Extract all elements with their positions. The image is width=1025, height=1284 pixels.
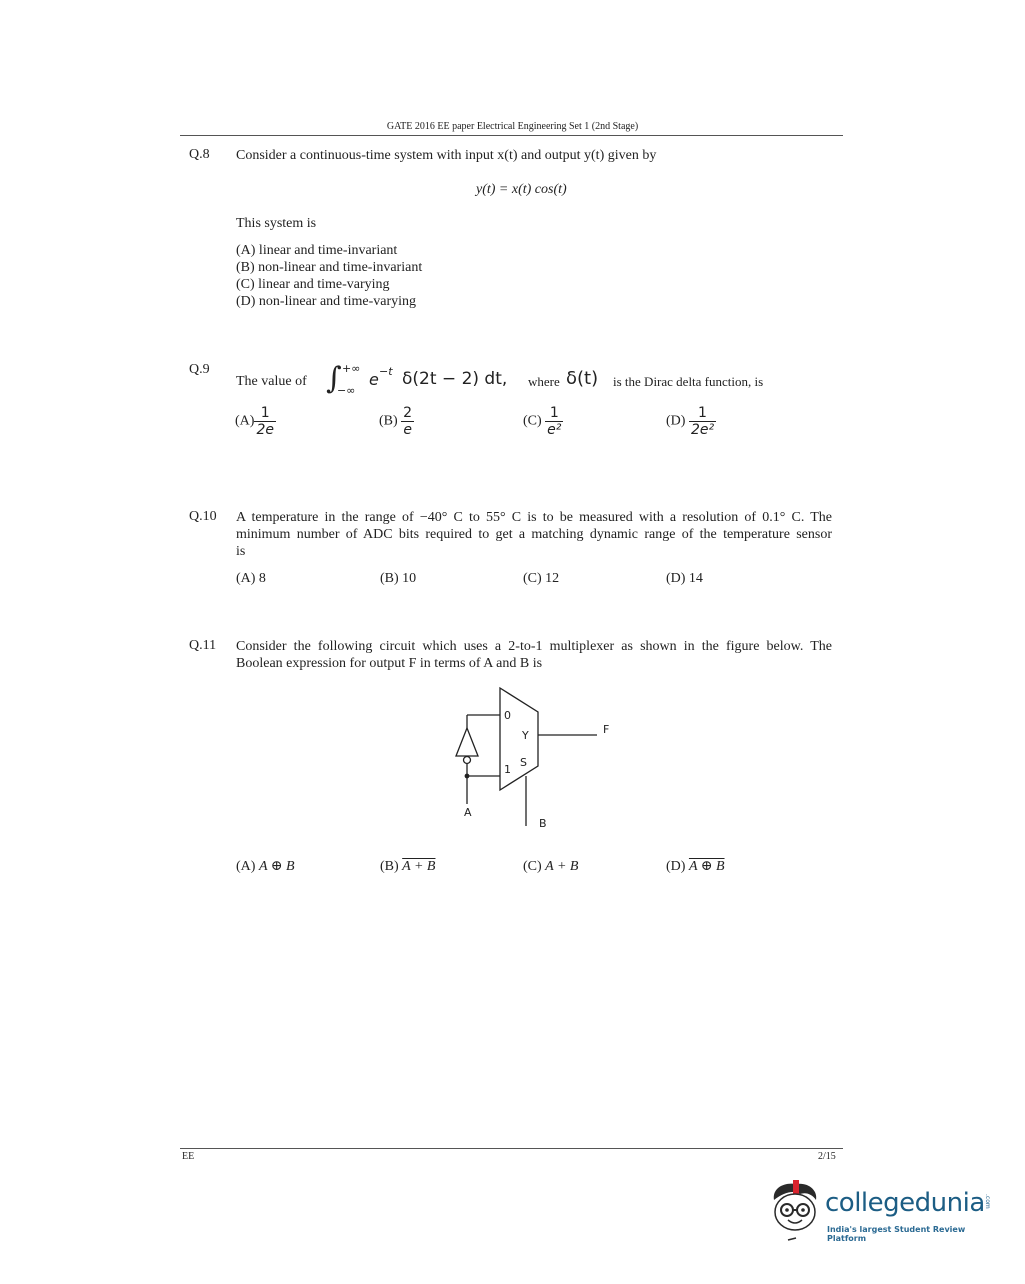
q9-option-a-num: 1 xyxy=(254,405,276,422)
q9-option-b xyxy=(379,405,414,438)
logo-tagline: India's largest Student Review Platform xyxy=(827,1225,966,1243)
q10-line2: minimum number of ADC bits required to get a matching dynamic range of the temperature sensor xyxy=(236,527,832,542)
q9-delta-t: δ(t) xyxy=(566,368,599,389)
footer-rule xyxy=(180,1148,843,1149)
integral-sign: ∫ xyxy=(326,361,342,396)
q10-option-a: (A) 8 xyxy=(236,571,266,586)
q11-number: Q.11 xyxy=(189,638,217,653)
q9-number: Q.9 xyxy=(189,362,210,377)
q11-line2: Boolean expression for output F in terms of A and B is xyxy=(236,656,543,671)
mux-in1-label: 1 xyxy=(504,763,511,776)
mux-s-label: S xyxy=(520,756,527,769)
q11-option-b-expr: A + B xyxy=(402,859,436,874)
header-rule xyxy=(180,135,843,136)
junction-dot xyxy=(465,774,470,779)
q8-option-d: (D) non-linear and time-varying xyxy=(236,294,416,309)
q9-option-c-label: (C) xyxy=(523,413,542,429)
q9-option-b-label: (B) xyxy=(379,413,398,429)
q11-option-c-label: (C) xyxy=(523,859,542,874)
footer-page-number: 2/15 xyxy=(818,1151,836,1162)
q9-option-a xyxy=(235,405,276,438)
q11-option-c xyxy=(523,858,578,875)
q9-option-b-num: 2 xyxy=(403,405,413,421)
q9-exponent: −t xyxy=(379,365,393,378)
q9-option-d xyxy=(666,405,716,438)
q9-option-d-num: 1 xyxy=(689,405,716,422)
mascot-icon xyxy=(766,1178,826,1244)
input-a-label: A xyxy=(464,806,472,819)
q11-option-a-expr: A ⊕ B xyxy=(258,859,295,874)
q9-stem xyxy=(236,362,836,402)
q9-option-a-den: 2e xyxy=(256,422,274,438)
q9-option-d-label: (D) xyxy=(666,413,686,429)
logo-dotcom: .com xyxy=(984,1194,991,1209)
inverter-triangle xyxy=(456,728,478,756)
inverter-bubble xyxy=(464,757,471,764)
q11-option-a-label: (A) xyxy=(236,859,256,874)
q9-integrand: e xyxy=(369,370,379,389)
q10-line1: A temperature in the range of −40° C to 55° C is to be measured with a resolution of 0.1° C. The xyxy=(236,510,832,525)
q9-option-d-den: 2e² xyxy=(690,422,715,438)
collegedunia-logo xyxy=(766,1178,996,1248)
q11-option-a xyxy=(236,858,295,875)
q9-upper-limit: +∞ xyxy=(342,362,361,375)
q9-delta: δ(2t − 2) dt, xyxy=(402,369,508,389)
q10-option-d: (D) 14 xyxy=(666,571,703,586)
q10-number: Q.10 xyxy=(189,509,217,524)
q8-option-c: (C) linear and time-varying xyxy=(236,277,390,292)
q9-where: where xyxy=(528,374,560,389)
q8-lead: This system is xyxy=(236,216,317,231)
q9-option-a-label: (A) xyxy=(235,413,255,429)
q9-option-c xyxy=(523,405,563,438)
q11-option-b-label: (B) xyxy=(380,859,399,874)
q10-option-c: (C) 12 xyxy=(523,571,560,586)
q9-suffix: is the Dirac delta function, is xyxy=(613,374,764,389)
q11-option-d-label: (D) xyxy=(666,859,686,874)
q9-option-b-den: e xyxy=(403,422,412,438)
footer-subject: EE xyxy=(182,1151,195,1162)
q9-lower-limit: −∞ xyxy=(337,384,356,397)
page-header: GATE 2016 EE paper Electrical Engineering Set 1 (2nd Stage) xyxy=(386,121,639,132)
q8-stem: Consider a continuous-time system with input x(t) and output y(t) given by xyxy=(236,148,657,163)
q11-option-d xyxy=(666,858,725,875)
q8-number: Q.8 xyxy=(189,147,210,162)
mux-y-label: Y xyxy=(522,729,529,742)
output-f-label: F xyxy=(603,723,610,736)
q11-option-b xyxy=(380,858,435,875)
q9-option-c-den: e² xyxy=(547,422,562,438)
input-b-label: B xyxy=(539,817,547,830)
q8-option-b: (B) non-linear and time-invariant xyxy=(236,260,423,275)
q9-option-c-num: 1 xyxy=(545,405,563,422)
q10-option-b: (B) 10 xyxy=(380,571,417,586)
mux-in0-label: 0 xyxy=(504,709,511,722)
q9-prefix: The value of xyxy=(236,374,307,389)
q11-option-d-expr: A ⊕ B xyxy=(688,859,725,874)
q8-option-a: (A) linear and time-invariant xyxy=(236,243,398,258)
q10-line3: is xyxy=(236,544,246,559)
mux-circuit-diagram xyxy=(440,680,640,840)
q11-line1: Consider the following circuit which uses a 2-to-1 multiplexer as shown in the figure below. The xyxy=(236,639,832,654)
q11-option-c-expr: A + B xyxy=(545,859,579,874)
logo-name: collegedunia xyxy=(825,1188,985,1218)
q8-equation: y(t) = x(t) cos(t) xyxy=(476,182,567,197)
